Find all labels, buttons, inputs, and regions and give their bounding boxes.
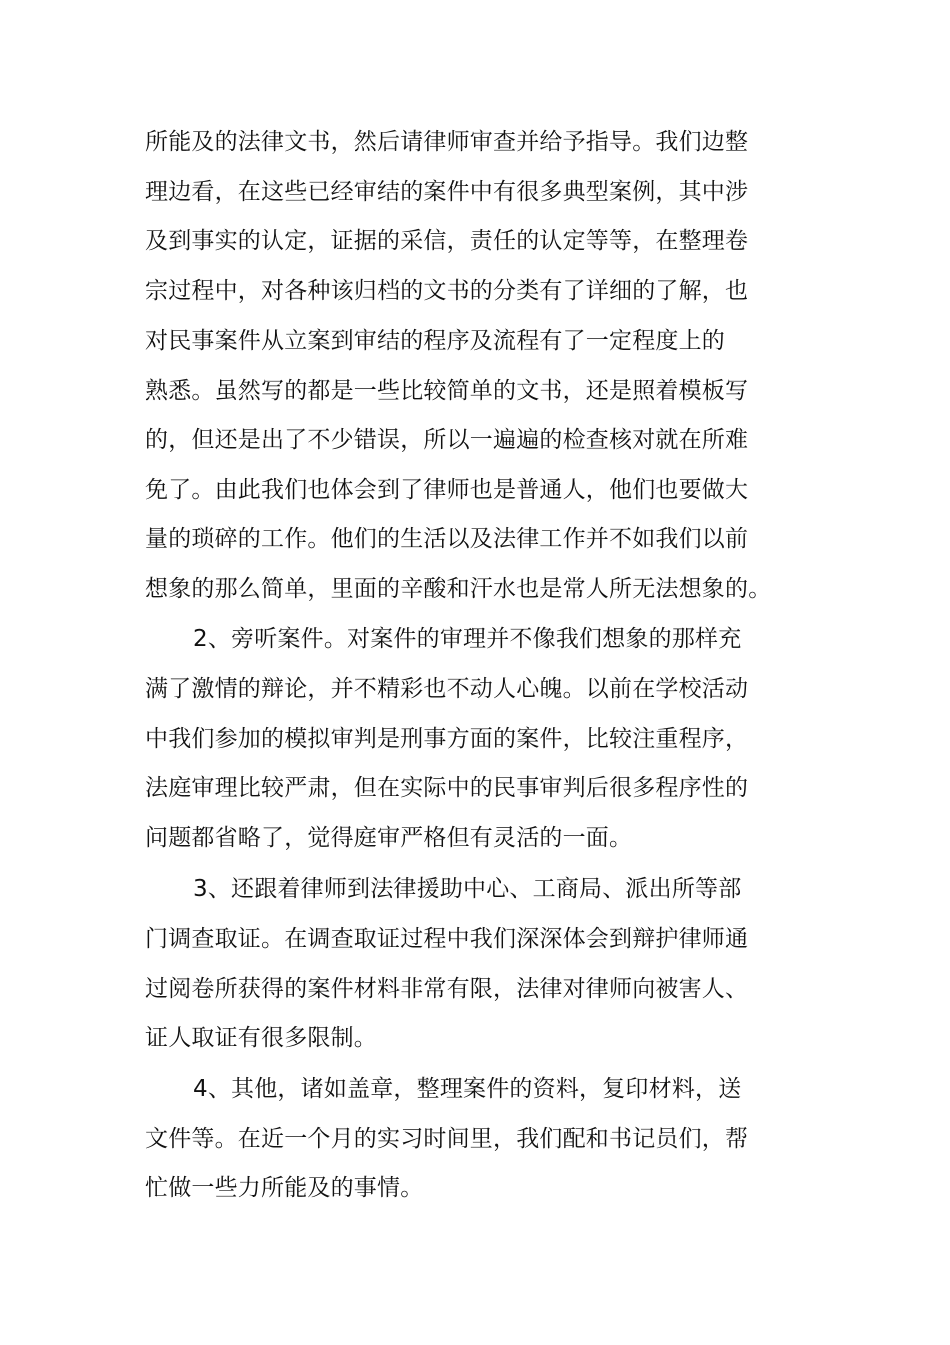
text-line: 宗过程中，对各种该归档的文书的分类有了详细的了解，也 <box>145 278 749 304</box>
text-line: 免了。由此我们也体会到了律师也是普通人，他们也要做大 <box>145 477 749 503</box>
text-line: 想象的那么简单，里面的辛酸和汗水也是常人所无法想象的。 <box>145 576 772 602</box>
text-line: 对民事案件从立案到审结的程序及流程有了一定程度上的 <box>145 328 725 354</box>
text-line: 忙做一些力所能及的事情。 <box>145 1175 424 1201</box>
paragraph-3-first-line: 3、还跟着律师到法律援助中心、工商局、派出所等部 <box>193 876 742 902</box>
text-line: 及到事实的认定，证据的采信，责任的认定等等，在整理卷 <box>145 228 749 254</box>
text-line: 门调查取证。在调查取证过程中我们深深体会到辩护律师通 <box>145 926 749 952</box>
text-line: 法庭审理比较严肃，但在实际中的民事审判后很多程序性的 <box>145 775 749 801</box>
text-line: 量的琐碎的工作。他们的生活以及法律工作并不如我们以前 <box>145 526 749 552</box>
paragraph-4-first-line: 4、其他，诸如盖章，整理案件的资料，复印材料，送 <box>193 1076 742 1102</box>
text-line: 文件等。在近一个月的实习时间里，我们配和书记员们，帮 <box>145 1126 749 1152</box>
paragraph-2-first-line: 2、旁听案件。对案件的审理并不像我们想象的那样充 <box>193 626 742 652</box>
text-line: 过阅卷所获得的案件材料非常有限，法律对律师向被害人、 <box>145 976 749 1002</box>
text-line: 中我们参加的模拟审判是刑事方面的案件，比较注重程序， <box>145 726 749 752</box>
text-line: 问题都省略了，觉得庭审严格但有灵活的一面。 <box>145 825 633 851</box>
text-line: 满了激情的辩论，并不精彩也不动人心魄。以前在学校活动 <box>145 676 749 702</box>
text-line: 所能及的法律文书，然后请律师审查并给予指导。我们边整 <box>145 129 749 155</box>
text-line: 理边看，在这些已经审结的案件中有很多典型案例，其中涉 <box>145 179 749 205</box>
text-line: 的，但还是出了不少错误，所以一遍遍的检查核对就在所难 <box>145 427 749 453</box>
text-line: 熟悉。虽然写的都是一些比较简单的文书，还是照着模板写 <box>145 378 749 404</box>
text-line: 证人取证有很多限制。 <box>145 1025 377 1051</box>
